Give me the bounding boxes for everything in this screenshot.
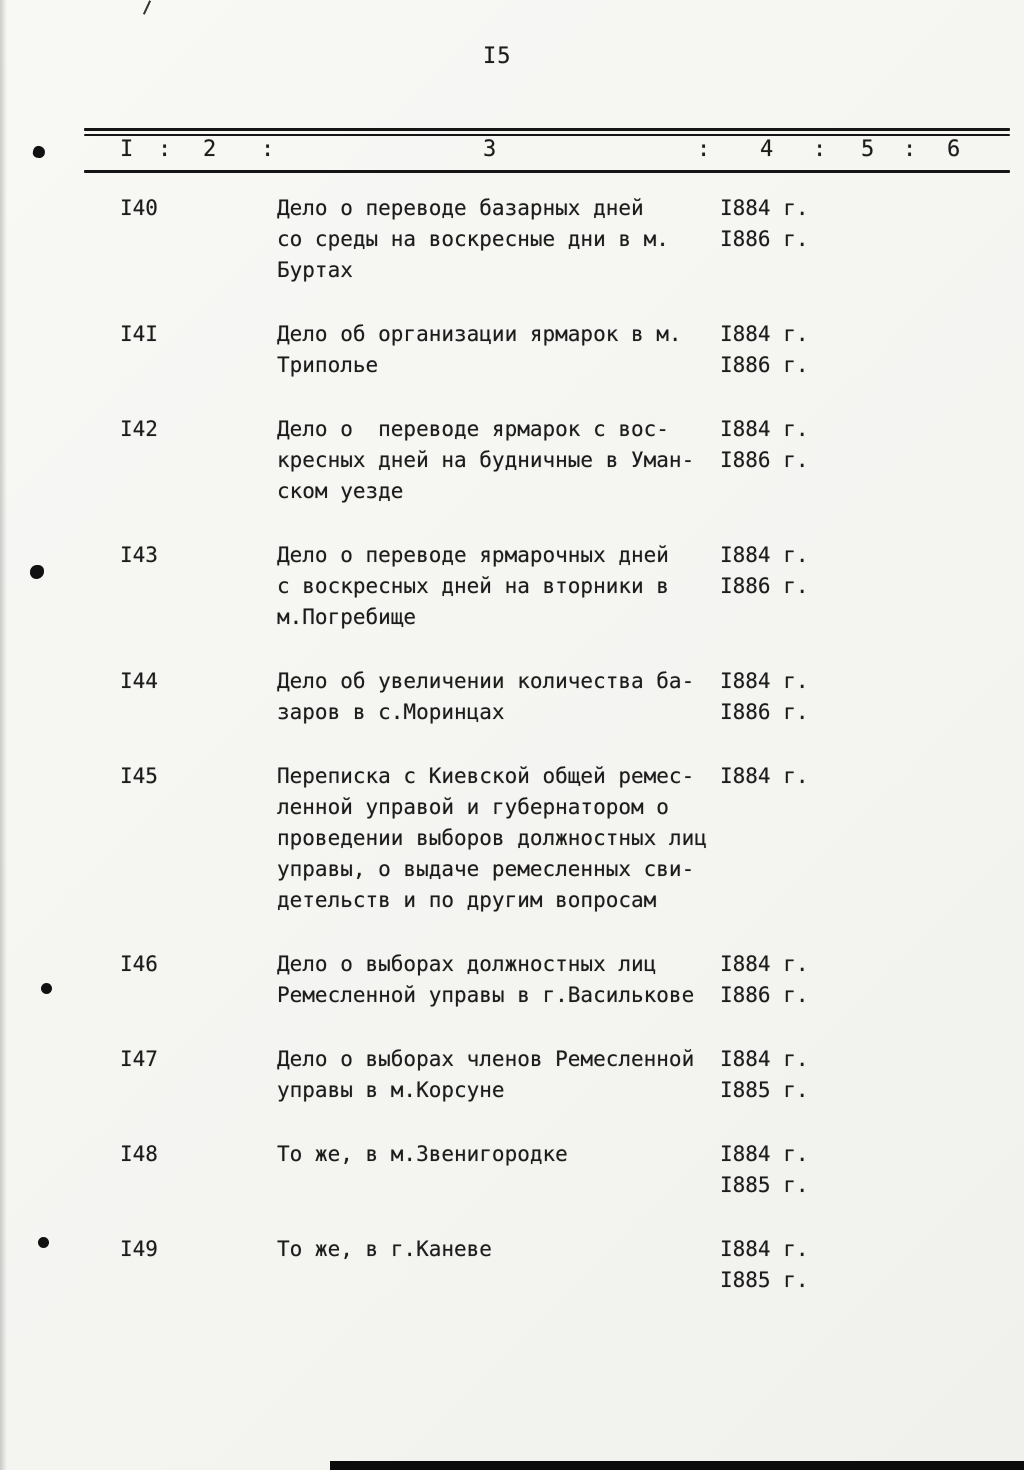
description-line: ленной управой и губернатором о — [277, 795, 669, 819]
description-line: управы в м.Корсуне — [277, 1078, 505, 1102]
margin-dot — [41, 983, 52, 994]
column-header-6: 6 — [947, 137, 961, 162]
date-line: I884 г. — [720, 764, 809, 788]
page-number: I5 — [483, 44, 512, 69]
table-row — [0, 193, 1024, 286]
entry-dates — [720, 666, 1024, 728]
table-header-bottom-rule — [84, 170, 1010, 173]
table-row — [0, 666, 1024, 728]
entry-number: I45 — [120, 764, 158, 788]
table-row — [0, 1139, 1024, 1201]
description-line: Дело о переводе ярмарок с вос- — [277, 417, 669, 441]
scan-speck — [143, 0, 151, 14]
description-line: заров в с.Моринцах — [277, 700, 505, 724]
margin-dot — [38, 1237, 49, 1248]
description-line: Дело об организации ярмарок в м. — [277, 322, 682, 346]
table-row — [0, 414, 1024, 507]
entry-number: I47 — [120, 1047, 158, 1071]
description-line: Дело о переводе базарных дней — [277, 196, 644, 220]
entry-number: I49 — [120, 1237, 158, 1261]
entry-description — [277, 1139, 720, 1170]
date-line: I885 г. — [720, 1268, 809, 1292]
entry-number: I48 — [120, 1142, 158, 1166]
description-line: со среды на воскресные дни в м. — [277, 227, 669, 251]
entry-dates — [720, 319, 1024, 381]
description-line: детельств и по другим вопросам — [277, 888, 657, 912]
entry-dates — [720, 1234, 1024, 1296]
description-line: Дело о выборах должностных лиц — [277, 952, 657, 976]
date-line: I884 г. — [720, 417, 809, 441]
description-line: управы, о выдаче ремесленных сви- — [277, 857, 695, 881]
entry-description — [277, 761, 720, 916]
date-line: I884 г. — [720, 196, 809, 220]
column-separator: : — [697, 137, 711, 162]
entry-dates — [720, 949, 1024, 1011]
table-row — [0, 540, 1024, 633]
entry-dates — [720, 540, 1024, 602]
scan-artifact-bar — [330, 1461, 1024, 1470]
date-line: I886 г. — [720, 574, 809, 598]
column-header-3: 3 — [483, 137, 497, 162]
date-line: I884 г. — [720, 1237, 809, 1261]
entry-description — [277, 1234, 720, 1265]
description-line: кресных дней на будничные в Уман- — [277, 448, 695, 472]
table-row — [0, 1044, 1024, 1106]
entry-description — [277, 1044, 720, 1106]
description-line: Переписка с Киевской общей ремес- — [277, 764, 695, 788]
date-line: I884 г. — [720, 1047, 809, 1071]
date-line: I886 г. — [720, 983, 809, 1007]
entry-dates — [720, 761, 1024, 792]
entry-description — [277, 540, 720, 633]
entry-number: I4I — [120, 322, 158, 346]
description-line: Дело об увеличении количества ба- — [277, 669, 695, 693]
date-line: I886 г. — [720, 353, 809, 377]
description-line: м.Погребище — [277, 605, 417, 629]
entry-description — [277, 414, 720, 507]
entry-number: I40 — [120, 196, 158, 220]
date-line: I884 г. — [720, 322, 809, 346]
column-header-5: 5 — [861, 137, 875, 162]
date-line: I884 г. — [720, 1142, 809, 1166]
entry-description — [277, 193, 720, 286]
table-header-row — [0, 137, 1024, 167]
entry-dates — [720, 1139, 1024, 1201]
table-row — [0, 1234, 1024, 1296]
entry-dates — [720, 414, 1024, 476]
entry-number: I42 — [120, 417, 158, 441]
description-line: Дело о переводе ярмарочных дней — [277, 543, 669, 567]
entry-dates — [720, 1044, 1024, 1106]
entries-table — [0, 193, 1024, 1329]
date-line: I885 г. — [720, 1078, 809, 1102]
entry-number: I46 — [120, 952, 158, 976]
description-line: Буртах — [277, 258, 353, 282]
description-line: ском уезде — [277, 479, 404, 503]
date-line: I886 г. — [720, 227, 809, 251]
description-line: проведении выборов должностных лиц — [277, 826, 707, 850]
table-row — [0, 761, 1024, 916]
table-top-rule — [84, 128, 1010, 131]
description-line: Дело о выборах членов Ремесленной — [277, 1047, 695, 1071]
date-line: I884 г. — [720, 543, 809, 567]
description-line: То же, в г.Каневе — [277, 1237, 492, 1261]
date-line: I884 г. — [720, 669, 809, 693]
date-line: I884 г. — [720, 952, 809, 976]
description-line: Триполье — [277, 353, 379, 377]
table-top-rule-double — [84, 134, 1010, 136]
column-header-2: 2 — [203, 137, 217, 162]
description-line: с воскресных дней на вторники в — [277, 574, 669, 598]
date-line: I886 г. — [720, 448, 809, 472]
column-separator: : — [261, 137, 275, 162]
column-separator: : — [158, 137, 172, 162]
entry-dates — [720, 193, 1024, 255]
entry-description — [277, 319, 720, 381]
table-row — [0, 949, 1024, 1011]
table-row — [0, 319, 1024, 381]
date-line: I886 г. — [720, 700, 809, 724]
description-line: Ремесленной управы в г.Василькове — [277, 983, 695, 1007]
column-separator: : — [813, 137, 827, 162]
column-header-1: I — [120, 137, 134, 162]
date-line: I885 г. — [720, 1173, 809, 1197]
entry-number: I44 — [120, 669, 158, 693]
column-separator: : — [903, 137, 917, 162]
entry-description — [277, 949, 720, 1011]
description-line: То же, в м.Звенигородке — [277, 1142, 568, 1166]
entry-number: I43 — [120, 543, 158, 567]
column-header-4: 4 — [760, 137, 774, 162]
entry-description — [277, 666, 720, 728]
